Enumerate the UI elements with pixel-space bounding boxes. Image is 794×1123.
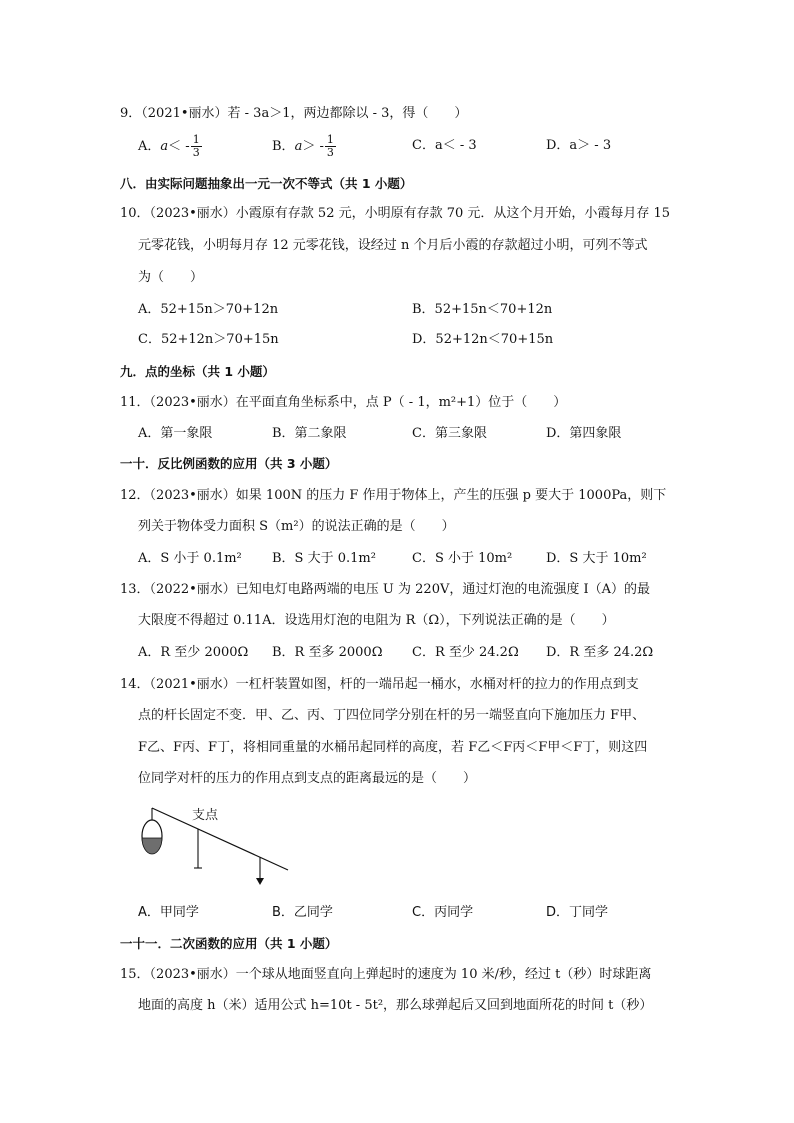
fulcrum-label: 支点 (192, 808, 219, 823)
q11-stem: 11．（2023•丽水）在平面直角坐标系中，点 P（ - 1，m²+1）位于（ ） (120, 395, 567, 410)
q10-line3: 为（ ） (138, 270, 204, 285)
q15-line2: 地面的高度 h（米）适用公式 h=10t - 5t²，那么球弹起后又回到地面所花的时间 t（秒） (138, 998, 653, 1013)
q10-option-d: D．52+12n＜70+15n (412, 332, 554, 347)
q12-option-a: A．S 小于 0.1m² (138, 551, 242, 566)
q12-line2: 列关于物体受力面积 S（m²）的说法正确的是（ ） (138, 519, 455, 534)
q12-option-b: B．S 大于 0.1m² (272, 551, 376, 566)
bucket-water (142, 838, 162, 854)
q14-option-b: B．乙同学 (272, 905, 333, 920)
section-heading-10: 一十．反比例函数的应用（共 3 小题） (120, 456, 338, 471)
q14-option-c: C．丙同学 (412, 905, 474, 920)
q15-line1: 15．（2023•丽水）一个球从地面竖直向上弹起时的速度为 10 米/秒，经过 t（秒）时球距离 (120, 967, 652, 982)
q11-option-b: B．第二象限 (272, 426, 347, 441)
q11-option-c: C．第三象限 (412, 426, 487, 441)
q14-line1: 14．（2021•丽水）一杠杆装置如图，杆的一端吊起一桶水，水桶对杆的拉力的作用点到支 (120, 677, 639, 692)
q13-line2: 大限度不得超过 0.11A．设选用灯泡的电阻为 R（Ω），下列说法正确的是（ ） (138, 613, 615, 628)
q12-line1: 12．（2023•丽水）如果 100N 的压力 F 作用于物体上，产生的压强 p 要大于 1000Pa，则下 (120, 488, 667, 503)
q10-line1: 10．（2023•丽水）小霞原有存款 52 元，小明原有存款 70 元．从这个月开始，小霞每月存 15 (120, 206, 671, 221)
q13-option-a: A．R 至少 2000Ω (138, 645, 249, 660)
q13-option-d: D．R 至多 24.2Ω (546, 645, 654, 660)
force-arrowhead (256, 878, 264, 885)
q9-b-fraction: $\frac{1}{3}$ (326, 133, 334, 159)
q9-option-a: A．a＜ - $\frac{1}{3}$ (138, 133, 200, 159)
q14-line2: 点的杆长固定不变．甲、乙、丙、丁四位同学分别在杆的另一端竖直向下施加压力 F甲、 (138, 708, 646, 723)
q10-option-b: B．52+15n＜70+12n (412, 302, 553, 317)
section-heading-11: 一十一．二次函数的应用（共 1 小题） (120, 936, 338, 951)
q9-stem: 9．（2021•丽水）若 - 3a＞1，两边都除以 - 3，得（ ） (120, 106, 468, 121)
q14-option-a: A．甲同学 (138, 905, 199, 920)
lever-bar (152, 808, 288, 870)
section-heading-9: 九．点的坐标（共 1 小题） (120, 364, 275, 379)
q13-line1: 13．（2022•丽水）已知电灯电路两端的电压 U 为 220V，通过灯泡的电流强度 I（A）的最 (120, 582, 651, 597)
q10-line2: 元零花钱，小明每月存 12 元零花钱，设经过 n 个月后小霞的存款超过小明，可列不等式 (138, 238, 648, 253)
q14-line3: F乙、F丙、F丁，将相同重量的水桶吊起同样的高度，若 F乙＜F丙＜F甲＜F丁，则这四 (138, 740, 648, 755)
q14-option-d: D．丁同学 (546, 905, 609, 920)
q13-option-b: B．R 至多 2000Ω (272, 645, 383, 660)
section-heading-8: 八．由实际问题抽象出一元一次不等式（共 1 小题） (120, 176, 413, 191)
q13-option-c: C．R 至少 24.2Ω (412, 645, 519, 660)
q9-option-d: D．a＞ - 3 (546, 138, 612, 153)
q12-option-d: D．S 大于 10m² (546, 551, 647, 566)
q9-a-fraction: $\frac{1}{3}$ (192, 133, 200, 159)
q11-option-d: D．第四象限 (546, 426, 622, 441)
q10-option-c: C．52+12n＞70+15n (138, 332, 279, 347)
q9-option-c: C．a＜ - 3 (412, 138, 477, 153)
q9-option-b: B．a＞ - $\frac{1}{3}$ (272, 133, 334, 159)
q11-option-a: A．第一象限 (138, 426, 213, 441)
q14-line4: 位同学对杆的压力的作用点到支点的距离最远的是（ ） (138, 771, 477, 786)
q12-option-c: C．S 小于 10m² (412, 551, 513, 566)
q10-option-a: A．52+15n＞70+12n (138, 302, 279, 317)
